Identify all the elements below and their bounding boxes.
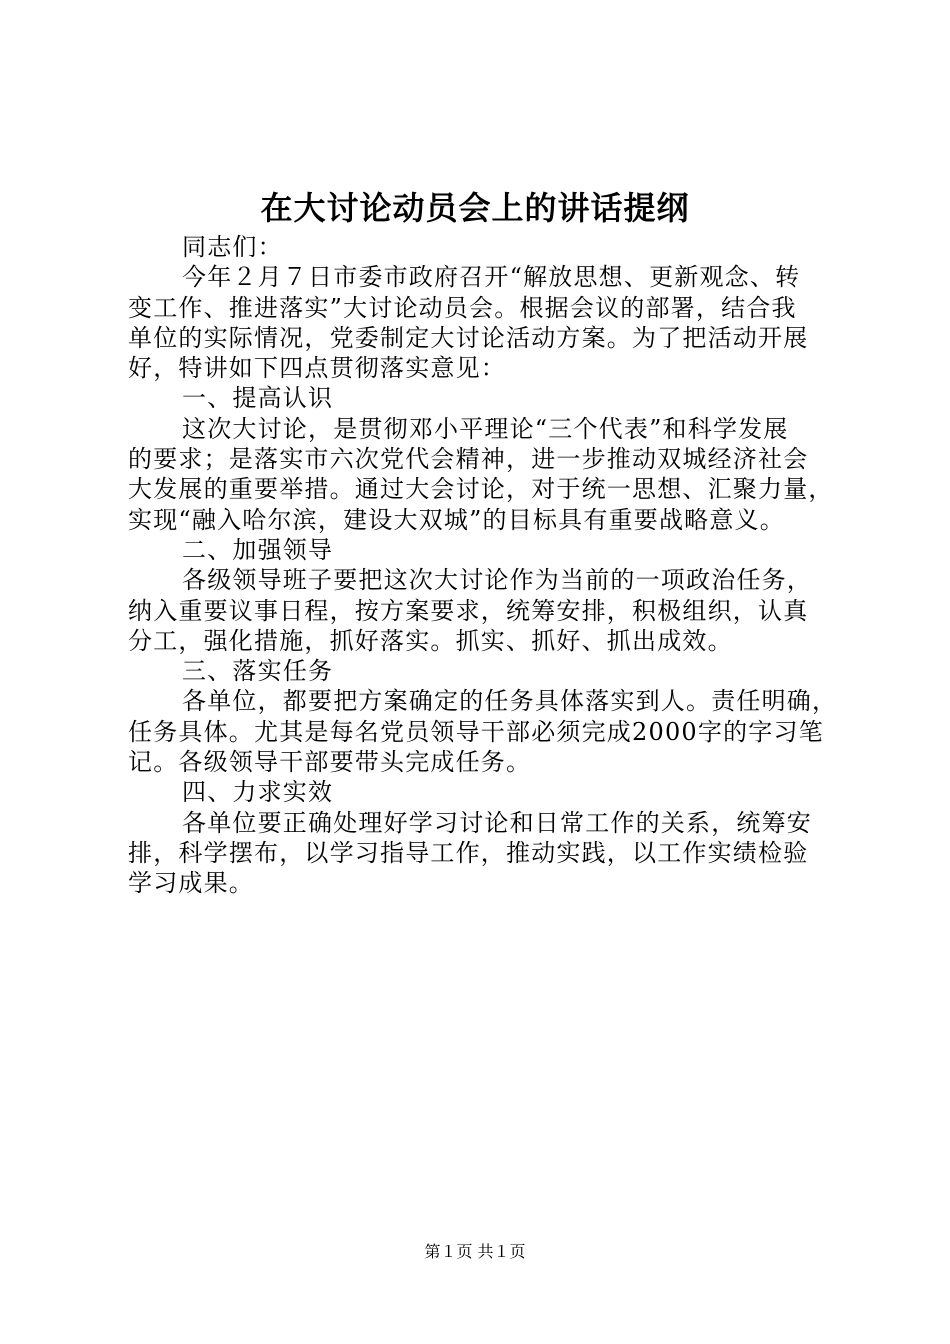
document-title: 在大讨论动员会上的讲话提纲 bbox=[260, 189, 690, 227]
salutation-line: 同志们： bbox=[182, 233, 283, 261]
paragraph-line: 各单位要正确处理好学习讨论和日常工作的关系，统筹安 bbox=[182, 808, 812, 837]
section-heading: 二、加强领导 bbox=[182, 535, 334, 564]
paragraph-line: 这次大讨论，是贯彻邓小平理论“三个代表”和科学发展 bbox=[182, 414, 789, 443]
paragraph-line: 今年２月７日市委市政府召开“解放思想、更新观念、转 bbox=[182, 263, 801, 292]
paragraph-line: 单位的实际情况，党委制定大讨论活动方案。为了把活动开展 bbox=[128, 323, 809, 352]
paragraph-line: 排，科学摆布，以学习指导工作，推动实践，以工作实绩检验 bbox=[128, 838, 809, 867]
paragraph-line: 记。各级领导干部要带头完成任务。 bbox=[128, 748, 532, 777]
paragraph-line: 变工作、推进落实”大讨论动员会。根据会议的部署，结合我 bbox=[128, 293, 797, 322]
paragraph-line: 学习成果。 bbox=[128, 869, 254, 898]
paragraph-line: 的要求；是落实市六次党代会精神，进一步推动双城经济社会 bbox=[128, 445, 809, 474]
section-heading: 四、力求实效 bbox=[182, 778, 334, 807]
paragraph-line: 纳入重要议事日程，按方案要求，统筹安排，积极组织，认真 bbox=[128, 596, 809, 625]
paragraph-line: 好，特讲如下四点贯彻落实意见： bbox=[128, 354, 506, 383]
paragraph-line: 实现“融入哈尔滨，建设大双城”的目标具有重要战略意义。 bbox=[128, 505, 785, 534]
section-heading: 一、提高认识 bbox=[182, 384, 334, 413]
section-heading: 三、落实任务 bbox=[182, 657, 334, 686]
document-body bbox=[128, 232, 838, 899]
paragraph-line: 大发展的重要举措。通过大会讨论，对于统一思想、汇聚力量， bbox=[128, 475, 834, 504]
page-footer: 第１页 共１页 bbox=[424, 1242, 526, 1261]
paragraph-line: 各级领导班子要把这次大讨论作为当前的一项政治任务， bbox=[182, 566, 812, 595]
paragraph-line: 分工，强化措施，抓好落实。抓实、抓好、抓出成效。 bbox=[128, 626, 733, 655]
paragraph-line: 任务具体。尤其是每名党员领导干部必须完成2000字的字习笔 bbox=[128, 717, 824, 746]
paragraph-line: 各单位，都要把方案确定的任务具体落实到人。责任明确， bbox=[182, 687, 838, 716]
